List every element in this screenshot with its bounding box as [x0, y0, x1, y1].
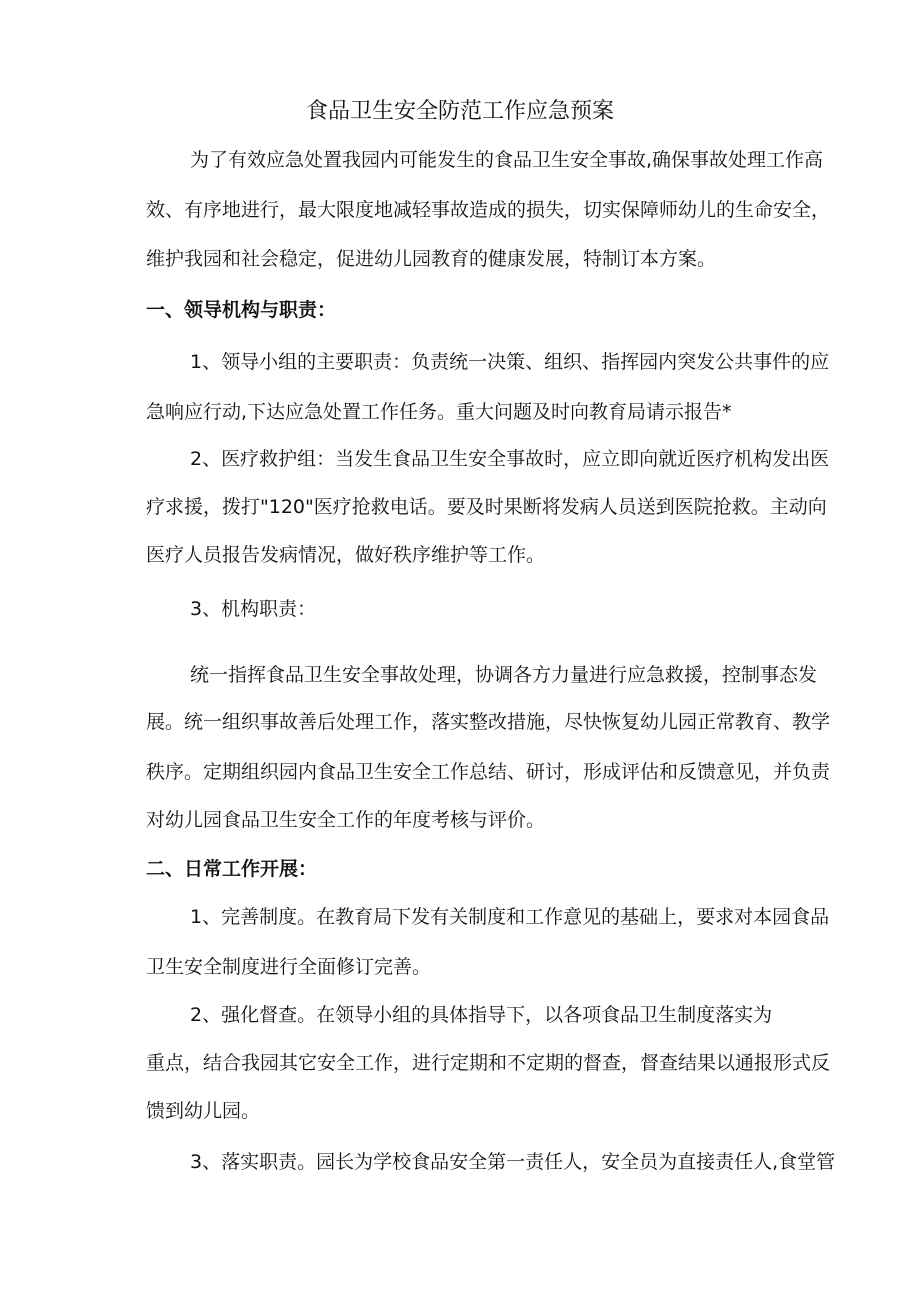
intro-line-3: 维护我园和社会稳定，促进幼儿园教育的健康发展，特制订本方案。: [146, 248, 717, 270]
s1-item3-line-4: 对幼儿园食品卫生安全工作的年度考核与评价。: [146, 809, 546, 831]
intro-line-1: 为了有效应急处置我园内可能发生的食品卫生安全事故,确保事故处理工作高: [190, 149, 824, 171]
s2-item2-line-2: 重点，结合我园其它安全工作，进行定期和不定期的督查，督查结果以通报形式反: [146, 1052, 831, 1074]
s1-item3-line-2: 展。统一组织事故善后处理工作，落实整改措施，尽快恢复幼儿园正常教育、教学: [146, 711, 831, 733]
s2-item2-line-3: 馈到幼儿园。: [146, 1100, 261, 1122]
section-1-heading: 一、领导机构与职责：: [146, 299, 337, 321]
s1-item2-line-3: 医疗人员报告发病情况，做好秩序维护等工作。: [146, 544, 546, 566]
s1-item1-line-2: 急响应行动,下达应急处置工作任务。重大问题及时向教育局请示报告*: [146, 401, 732, 423]
s2-item1-line-1: 1、完善制度。在教育局下发有关制度和工作意见的基础上，要求对本园食品: [190, 906, 830, 928]
section-2-heading: 二、日常工作开展：: [146, 858, 318, 880]
s1-item1-line-1: 1、领导小组的主要职责：负责统一决策、组织、指挥园内突发公共事件的应: [190, 351, 830, 373]
s1-item2-line-1: 2、医疗救护组：当发生食品卫生安全事故时，应立即向就近医疗机构发出医: [190, 448, 830, 470]
s2-item1-line-2: 卫生安全制度进行全面修订完善。: [146, 956, 432, 978]
page-title: 食品卫生安全防范工作应急预案: [305, 99, 614, 124]
s2-item3-line-1: 3、落实职责。园长为学校食品安全第一责任人，安全员为直接责任人,食堂管: [190, 1151, 836, 1173]
s1-item2-line-2: 疗求援，拨打"120"医疗抢救电话。要及时果断将发病人员送到医院抢救。主动向: [146, 496, 827, 518]
s1-item3-label: 3、机构职责：: [190, 598, 317, 620]
intro-line-2: 效、有序地进行，最大限度地减轻事故造成的损失，切实保障师幼儿的生命安全，: [146, 199, 831, 221]
s1-item3-line-3: 秩序。定期组织园内食品卫生安全工作总结、研讨，形成评估和反馈意见，并负责: [146, 761, 831, 783]
s1-item3-line-1: 统一指挥食品卫生安全事故处理，协调各方力量进行应急救援，控制事态发: [190, 664, 818, 686]
s2-item2-line-1: 2、强化督查。在领导小组的具体指导下，以各项食品卫生制度落实为: [190, 1004, 773, 1026]
